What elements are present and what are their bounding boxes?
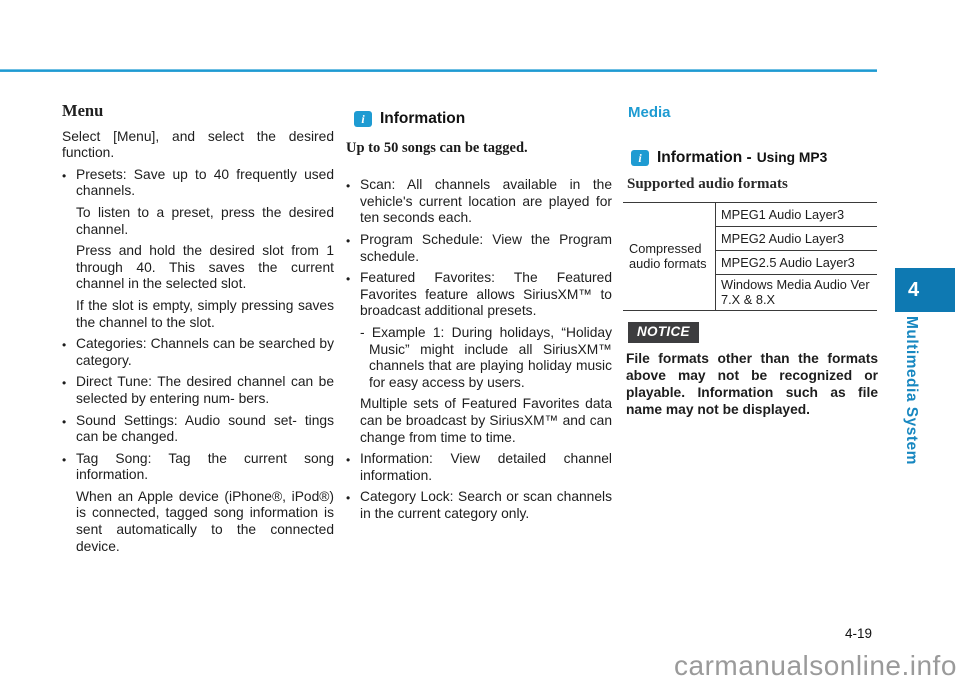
bullet-text: Program Schedule: View the Program schedule. <box>360 231 612 264</box>
information-heading-label: Information <box>380 110 466 127</box>
bullet-icon: • <box>62 414 67 429</box>
information-mp3-label: Information - <box>657 148 752 166</box>
header-rule <box>0 69 877 72</box>
information-note: Up to 50 songs can be tagged. <box>346 139 528 156</box>
section-heading-media: Media <box>628 104 671 121</box>
notice-paragraph: File formats other than the formats above may not be recognized or playable. Information such as file name may not be displayed. <box>626 351 878 417</box>
bullet-icon: • <box>346 179 351 194</box>
sub-paragraph: If the slot is empty, simply pressing saves the channel to the slot. <box>76 297 334 330</box>
list-item <box>62 413 334 446</box>
info-icon: i <box>354 111 372 127</box>
bullet-text: Category Lock: Search or scan channels in the current category only. <box>360 489 612 521</box>
bullet-icon: • <box>346 233 351 248</box>
notice-badge: NOTICE <box>628 322 699 344</box>
table-cell: MPEG2.5 Audio Layer3 <box>716 250 878 274</box>
column-right <box>626 105 878 419</box>
list-item <box>62 374 334 407</box>
audio-formats-table <box>623 202 877 311</box>
information-mp3-heading <box>631 150 878 167</box>
table-cell: MPEG2 Audio Layer3 <box>716 226 878 250</box>
table-cell: Windows Media Audio Ver 7.X & 8.X <box>716 274 878 310</box>
sub-paragraph: When an Apple device (iPhone®, iPod®) is connected, tagged song information is sent automatically to the connected device. <box>76 488 334 554</box>
bullet-text: Direct Tune: The desired channel can be selected by entering num- bers. <box>76 374 334 406</box>
bullet-icon: • <box>62 376 67 391</box>
watermark-text: carmanualsonline.info <box>674 650 957 681</box>
info-icon: i <box>631 150 649 166</box>
list-item <box>346 177 612 227</box>
menu-intro-paragraph: Select [Menu], and select the desired function. <box>62 128 334 161</box>
list-item <box>346 451 612 484</box>
page-number: 4-19 <box>845 626 873 641</box>
bullet-text: Categories: Channels can be searched by category. <box>76 336 334 368</box>
bullet-icon: • <box>62 338 67 353</box>
information-mp3-suffix: Using MP3 <box>756 149 828 165</box>
bullet-icon: • <box>346 272 351 287</box>
list-item <box>346 270 612 320</box>
sub-paragraph: Multiple sets of Featured Favorites data can be broadcast by SiriusXM™ and can change from time to time. <box>360 396 612 445</box>
bullet-icon: • <box>62 168 67 183</box>
bullet-icon: • <box>346 453 351 468</box>
list-item <box>62 451 334 484</box>
bullet-text: Information: View detailed channel information. <box>360 451 612 483</box>
information-heading <box>354 111 612 128</box>
sub-paragraph: Press and hold the desired slot from 1 through 40. This saves the current channel in the selected slot. <box>76 243 334 292</box>
table-cell: MPEG1 Audio Layer3 <box>716 202 878 226</box>
column-middle <box>346 111 612 527</box>
sub-paragraph: To listen to a preset, press the desired channel. <box>76 204 334 237</box>
list-item <box>346 489 612 522</box>
bullet-text: Tag Song: Tag the current song information. <box>76 450 334 483</box>
section-heading-menu: Menu <box>62 101 104 120</box>
column-left <box>62 103 334 560</box>
bullet-text: Sound Settings: Audio sound set- tings can be changed. <box>76 412 334 445</box>
list-item <box>346 232 612 265</box>
subheading-supported-formats: Supported audio formats <box>627 176 788 193</box>
list-item <box>62 167 334 200</box>
bullet-icon: • <box>62 452 67 467</box>
bullet-text: Presets: Save up to 40 frequently used channels. <box>76 166 334 199</box>
menu-options-list <box>62 167 334 555</box>
chapter-number: 4 <box>908 279 920 301</box>
sub-bullet: - Example 1: During holidays, “Holiday Music” might include all SiriusXM™ channels that are playing holiday music for easy access by users. <box>360 324 612 390</box>
channel-options-list <box>346 177 612 522</box>
bullet-icon: • <box>346 491 351 506</box>
bullet-text: Featured Favorites: The Featured Favorites feature allows SiriusXM™ to broadcast additional presets. <box>360 270 612 319</box>
table-row <box>623 202 877 226</box>
list-item <box>62 336 334 369</box>
chapter-tab <box>895 268 955 312</box>
chapter-side-label: Multimedia System <box>903 316 920 465</box>
bullet-text: Scan: All channels available in the vehicle's current location are played for ten seconds each. <box>360 177 612 226</box>
table-row-header: Compressed audio formats <box>623 202 716 310</box>
